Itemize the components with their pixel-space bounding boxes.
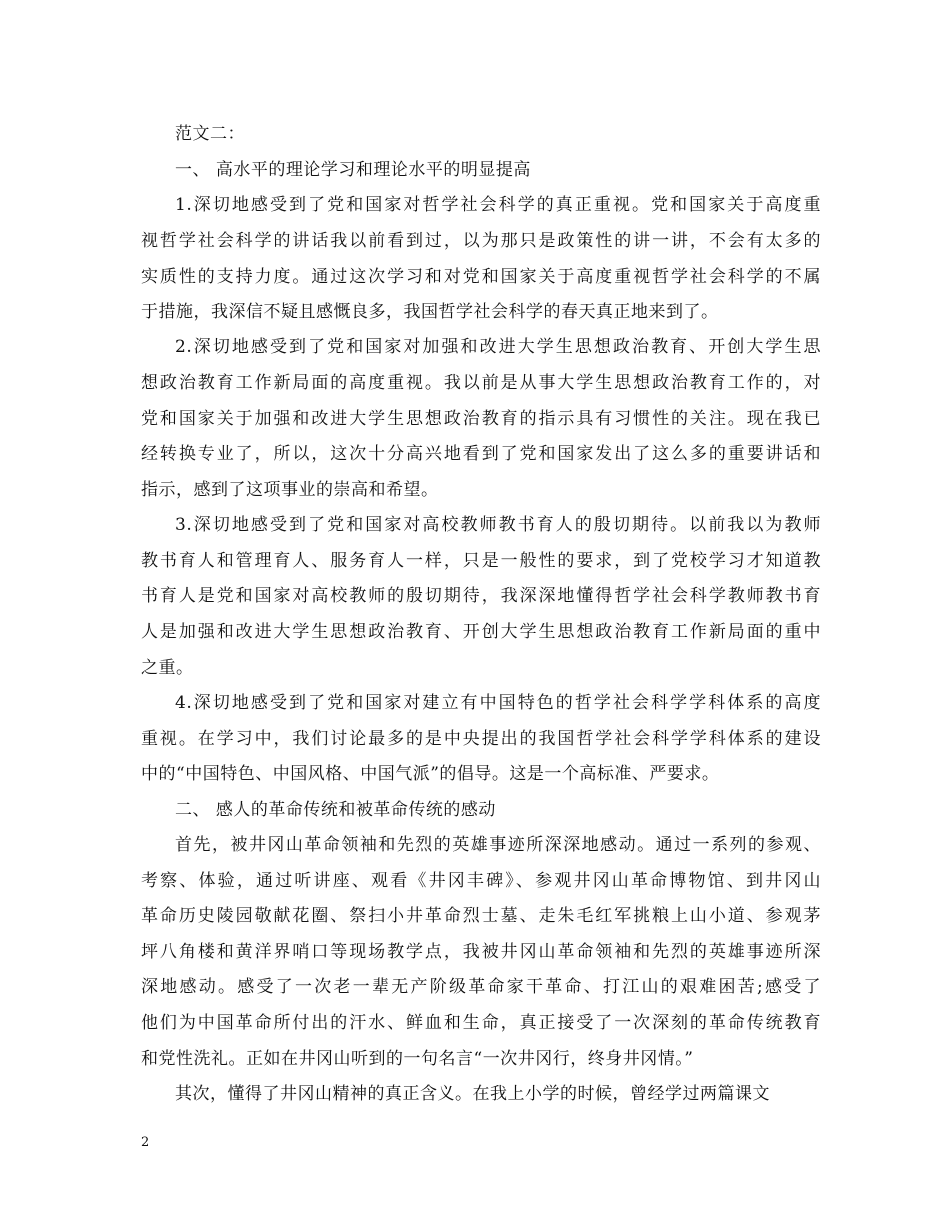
text-line: 指示，感到了这项事业的崇高和希望。 [141,480,439,500]
text-line: 党和国家关于加强和改进大学生思想政治教育的指示具有习惯性的关注。现在我已 [141,409,821,429]
text-line: 教书育人和管理育人、服务育人一样，只是一般性的要求，到了党校学习才知道教 [141,551,821,571]
text-line: 中的“中国特色、中国风格、中国气派”的倡导。这是一个高标准、严要求。 [141,764,720,784]
text-line: 3.深切地感受到了党和国家对高校教师教书育人的殷切期待。以前我以为教师 [175,515,821,535]
text-line: 二、 感人的革命传统和被革命传统的感动 [175,800,496,820]
text-line: 考察、体验，通过听讲座、观看《井冈丰碑》、参观井冈山革命博物馆、到井冈山 [141,871,821,891]
text-line: 首先，被井冈山革命领袖和先烈的英雄事迹所深深地感动。通过一系列的参观、 [175,835,821,855]
text-line: 2.深切地感受到了党和国家对加强和改进大学生思想政治教育、开创大学生思 [175,337,821,357]
text-line: 1.深切地感受到了党和国家对哲学社会科学的真正重视。党和国家关于高度重 [175,195,821,215]
text-line: 视哲学社会科学的讲话我以前看到过，以为那只是政策性的讲一讲，不会有太多的 [141,231,821,251]
text-line: 范文二： [175,124,245,144]
text-line: 实质性的支持力度。通过这次学习和对党和国家关于高度重视哲学社会科学的不属 [141,267,821,287]
text-line: 深地感动。感受了一次老一辈无产阶级革命家干革命、打江山的艰难困苦;感受了 [141,977,821,997]
text-line: 之重。 [141,658,194,678]
text-line: 一、 高水平的理论学习和理论水平的明显提高 [175,160,531,180]
text-line: 经转换专业了，所以，这次十分高兴地看到了党和国家发出了这么多的重要讲话和 [141,444,821,464]
text-line: 想政治教育工作新局面的高度重视。我以前是从事大学生思想政治教育工作的，对 [141,373,821,393]
text-line: 4.深切地感受到了党和国家对建立有中国特色的哲学社会科学学科体系的高度 [175,693,821,713]
text-line: 重视。在学习中，我们讨论最多的是中央提出的我国哲学社会科学学科体系的建设 [141,729,821,749]
text-line: 坪八角楼和黄洋界哨口等现场教学点，我被井冈山革命领袖和先烈的英雄事迹所深 [141,942,821,962]
text-line: 其次，懂得了井冈山精神的真正含义。在我上小学的时候，曾经学过两篇课文 [175,1084,770,1104]
text-line: 和党性洗礼。正如在井冈山听到的一句名言“一次井冈行，终身井冈情。” [141,1049,694,1069]
page-number: 2 [141,1135,150,1150]
text-line: 于措施，我深信不疑且感慨良多，我国哲学社会科学的春天真正地来到了。 [141,302,719,322]
text-line: 他们为中国革命所付出的汗水、鲜血和生命，真正接受了一次深刻的革命传统教育 [141,1013,821,1033]
text-line: 人是加强和改进大学生思想政治教育、开创大学生思想政治教育工作新局面的重中 [141,622,821,642]
text-line: 书育人是党和国家对高校教师的殷切期待，我深深地懂得哲学社会科学教师教书育 [141,586,821,606]
text-line: 革命历史陵园敬献花圈、祭扫小井革命烈士墓、走朱毛红军挑粮上山小道、参观茅 [141,906,821,926]
